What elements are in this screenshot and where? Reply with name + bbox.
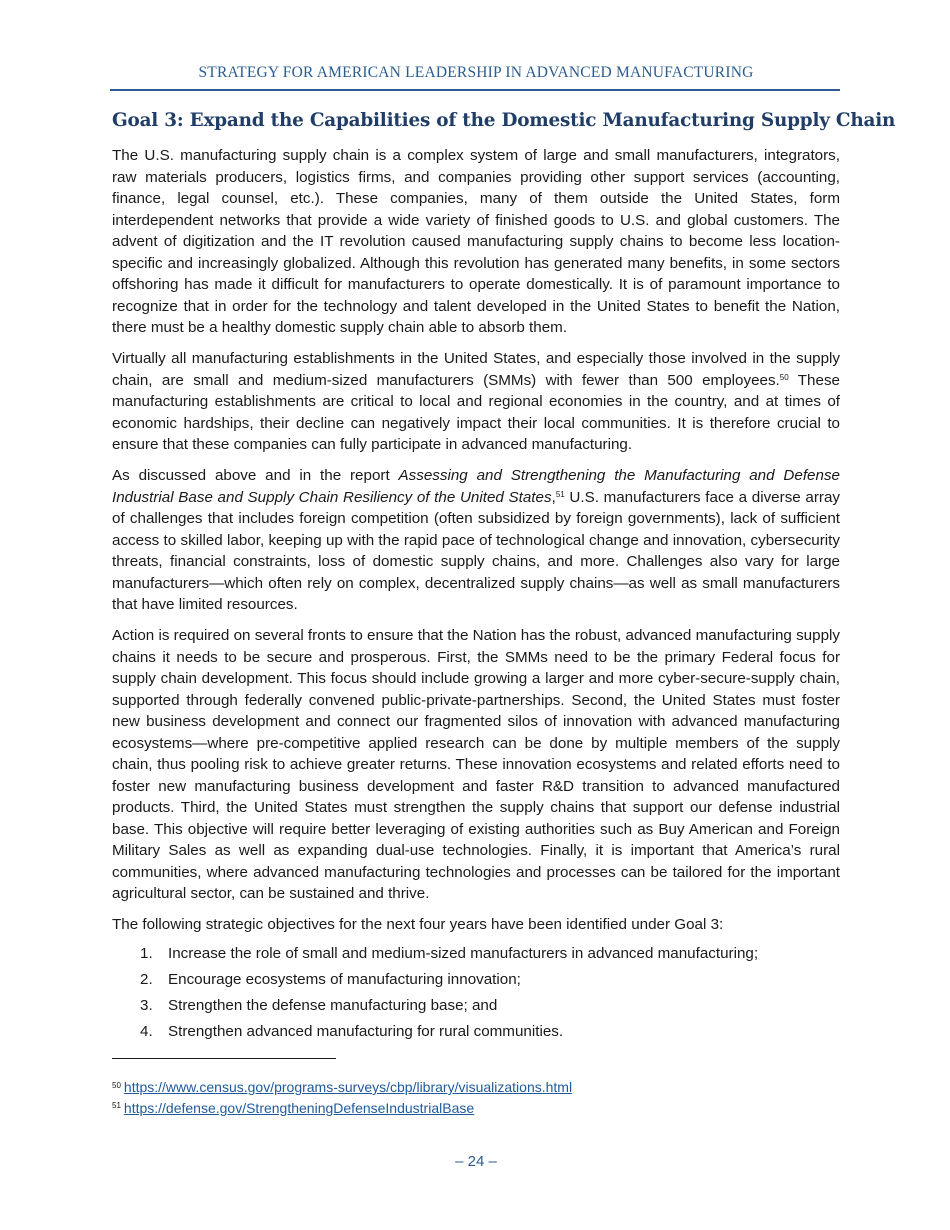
- list-number: 1.: [140, 945, 153, 962]
- running-header: STRATEGY FOR AMERICAN LEADERSHIP IN ADVANCED MANUFACTURING: [198, 64, 754, 81]
- footnote-mark: 51: [112, 1101, 121, 1111]
- paragraph-text: ,: [551, 488, 556, 506]
- paragraph-text: As discussed above and in the report: [112, 467, 399, 484]
- paragraph-smm-role: [112, 348, 840, 456]
- list-number: 3.: [140, 997, 153, 1014]
- footnotes: [112, 1077, 840, 1118]
- list-item-text: Strengthen the defense manufacturing base; and: [168, 997, 498, 1014]
- body-text: [112, 145, 840, 1047]
- paragraph-objectives-intro: The following strategic objectives for the next four years have been identified under Goal 3:: [112, 916, 724, 933]
- list-item-text: Encourage ecosystems of manufacturing innovation;: [168, 971, 521, 988]
- footnote-50: [112, 1077, 840, 1098]
- paragraph-text: Virtually all manufacturing establishments in the United States, and especially those involved in the supply chain, are small and medium-sized manufacturers (SMMs) with fewer than 500 employees.: [112, 350, 840, 389]
- list-item-text: Strengthen advanced manufacturing for rural communities.: [168, 1023, 564, 1040]
- footnote-reference-51[interactable]: 51: [555, 489, 565, 499]
- footnote-link-census[interactable]: https://www.census.gov/programs-surveys/cbp/library/visualizations.html: [123, 1079, 573, 1095]
- list-item: [112, 995, 840, 1021]
- list-number: 4.: [140, 1023, 153, 1040]
- footnote-mark: 50: [112, 1080, 121, 1090]
- paragraph-text: U.S. manufacturers face a diverse array of challenges that includes foreign competition (often subsidized by foreign governments), lack of sufficient access to skilled labor, keeping up with the rapid pace of technological change and innovation, cybersecurity threats, financial constraints, loss of domestic supply chains, and more. Challenges also vary for large manufacturers—which often rely on complex, decentralized supply chains—as well as small manufacturers that have limited resources.: [112, 488, 840, 613]
- list-item-text: Increase the role of small and medium-sized manufacturers in advanced manufacturing;: [168, 945, 759, 962]
- footnote-link-defense[interactable]: https://defense.gov/StrengtheningDefenseIndustrialBase: [123, 1099, 475, 1116]
- paragraph-actions: Action is required on several fronts to ensure that the Nation has the robust, advanced manufacturing supply chains it needs to be secure and prosperous. First, the SMMs need to be the primary Federal focus for supply chain development. This focus should include growing a larger and more cyber-secure-supply chain, supported through federally convened public-private-partnerships. Second, the United States must foster new business development and connect our fragmented silos of innovation with advanced manufacturing ecosystems—where pre-competitive applied research can be done by multiple members of the supply chain, thus pooling risk to achieve greater returns. These innovation ecosystems and related efforts need to foster new manufacturing business development and faster R&D transition to advanced manufactured products. Third, the United States must strengthen the supply chains that support our defense industrial base. This objective will require better leveraging of existing authorities such as Buy American and Foreign Military Sales as well as expanding dual-use technologies. Finally, it is important that America’s rural communities, where advanced manufacturing technologies and processes can be tailored for the important agricultural sector, can be sustained and thrive.: [112, 627, 840, 902]
- list-item: [112, 1021, 840, 1047]
- paragraph-supply-chain-overview: The U.S. manufacturing supply chain is a complex system of large and small manufacturers, integrators, raw materials producers, logistics firms, and companies providing other support services (accounting, finance, legal counsel, etc.). These companies, many of them outside the United States, form interdependent networks that provide a wide variety of finished goods to U.S. and global customers. The advent of digitization and the IT revolution caused manufacturing supply chains to become less location-specific and increasingly globalized. Although this revolution has generated many benefits, in some sectors offshoring has made it difficult for manufacturers to operate domestically. It is of paramount importance to recognize that in order for the technology and talent developed in the United States to benefit the Nation, there must be a healthy domestic supply chain able to absorb them.: [112, 147, 840, 336]
- objectives-list: [112, 943, 840, 1047]
- footnote-divider: [112, 1058, 336, 1059]
- footnote-reference-50[interactable]: 50: [779, 372, 789, 382]
- list-number: 2.: [140, 971, 153, 988]
- list-item: [112, 943, 840, 969]
- paragraph-text: These manufacturing establishments are critical to local and regional economies in the country, and at times of economic hardships, their decline can negatively impact their local communities. It is therefore crucial to ensure that these companies can fully participate in advanced manufacturing.: [112, 371, 840, 453]
- page-number: – 24 –: [455, 1153, 497, 1170]
- footnote-51: [112, 1098, 840, 1119]
- header-divider: [110, 89, 840, 91]
- report-title: Assessing and Strengthening the Manufacturing and Defense Industrial Base and Supply Chain Resiliency of the United States: [112, 467, 840, 506]
- list-item: [112, 969, 840, 995]
- paragraph-challenges: [112, 465, 840, 616]
- section-title: Goal 3: Expand the Capabilities of the Domestic Manufacturing Supply Chain: [112, 110, 896, 131]
